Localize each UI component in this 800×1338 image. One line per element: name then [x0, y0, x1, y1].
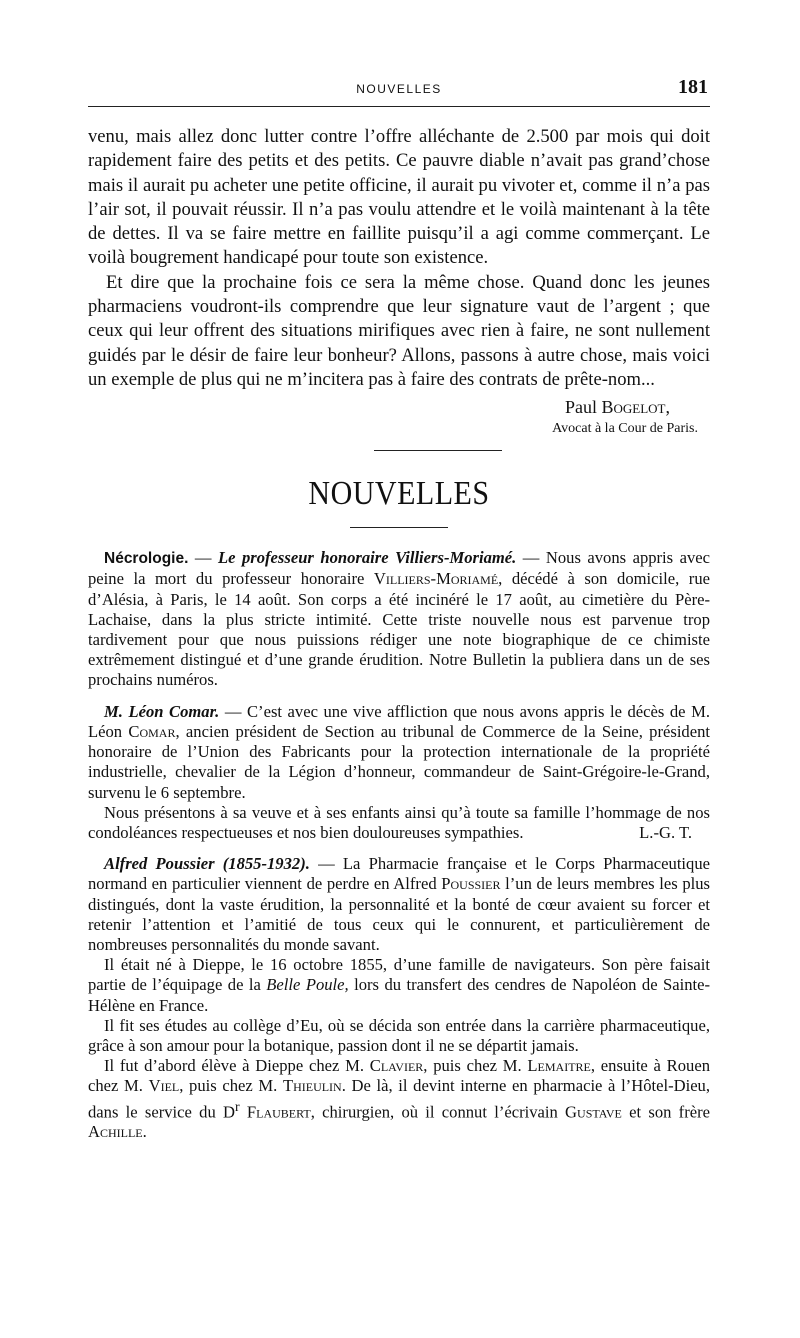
paragraph: [88, 955, 710, 1016]
text: l’un de leurs membres les plus distingués, dont la vaste érudition, la personnalité et la bonté de cœur avaient su forcer et retenir l’attention et l’amitié de tous ceux qui le connurent, et particulièrement de nombreuses personnalités du monde savant.: [88, 874, 710, 954]
news-section: [88, 548, 710, 1142]
text: et son frère: [621, 1102, 710, 1122]
person-name: Clavier: [369, 1056, 424, 1076]
running-header: [88, 70, 710, 110]
page: [88, 70, 710, 1142]
item-title: Alfred Poussier: [104, 854, 215, 874]
text: [240, 1102, 247, 1121]
paragraph: [88, 803, 710, 843]
paragraph: venu, mais allez donc lutter contre l’offre alléchante de 2.500 par mois qui doit rapidement faire des petits et des petits. Ce pauvre diable n’avait pas grand’chose mais il aurait pu acheter une petite officine, il aurait pu vivoter et, comme il n’a pas l’air sot, il pouvait réussir. Il n’a pas voulu attendre et le voilà maintenant à la tête de dettes. Il va se faire mettre en faillite puisqu’il a agi comme commerçant. Le voilà bougrement handicapé pour toute son existence.: [88, 126, 710, 269]
person-name: Comar: [128, 721, 176, 741]
text: — Nous avons appris avec peine la mort du professeur honoraire: [88, 548, 710, 589]
header-rule: [88, 106, 710, 107]
person-name: Gustave: [565, 1102, 622, 1122]
page-number: 181: [678, 76, 708, 98]
text: Il était né à Dieppe, le 16 octobre 1855, d’une famille de navigateurs. Son père faisait partie de l’équipage de la: [88, 955, 710, 995]
text: — La Pharmacie française et le Corps Pharmaceutique normand en particulier viennent de perdre en Alfred: [88, 854, 711, 894]
initials-signature: L.-G. T.: [639, 822, 692, 842]
section-heading: NOUVELLES: [308, 475, 490, 513]
news-item-comar: [88, 702, 710, 803]
person-name: Achille: [88, 1122, 143, 1142]
author-last-name: Bogelot,: [601, 397, 670, 418]
divider-rule: [374, 450, 502, 451]
running-title: NOUVELLES: [356, 82, 442, 96]
person-name: Thieulin: [282, 1076, 342, 1096]
news-item-poussier: [88, 854, 710, 955]
paragraph: Et dire que la prochaine fois ce sera la même chose. Quand donc les jeunes pharmaciens voudront-ils comprendre que leur signature vaut de l’argent ; que ceux qui leur offrent des situations mirifiques avec rien à faire, ne sont nullement guidés par le désir de faire leur bonheur? Allons, passons à autre chose, mais voici un exemple de plus qui ne m’incitera pas à faire des contrats de prête-nom...: [88, 271, 710, 390]
item-label: Nécrologie.: [104, 550, 189, 568]
text: Il fut d’abord élève à Dieppe chez M.: [104, 1056, 370, 1076]
person-name: Viel: [148, 1076, 180, 1096]
person-name: Flaubert: [246, 1102, 311, 1122]
author-signature: [88, 396, 710, 418]
text: .: [142, 1122, 147, 1142]
author-first-name: Paul: [564, 397, 597, 418]
item-title: Le professeur honoraire Villiers-Moriamé.: [217, 548, 517, 568]
text: , ensuite à Rouen chez M.: [88, 1056, 710, 1096]
paragraph: [88, 1056, 710, 1142]
text: , décédé à son domicile, rue d’Alésia, à Paris, le 14 août. Son corps a été incinéré le 17 août, au cimetière du Père-Lachaise, dans la plus stricte intimité. Cette triste nouvelle nous est parvenue trop tardivement pour que nous puissions rédiger une note biographique de ce chimiste extrêmement distingué et d’une grande érudition. Notre Bulletin la publiera dans un de ses prochains numéros.: [88, 569, 710, 690]
text: , puis chez M.: [423, 1056, 528, 1076]
item-dates: (1855-1932).: [222, 854, 310, 874]
item-title: M. Léon Comar.: [104, 701, 220, 721]
person-name: Lemaitre: [527, 1056, 591, 1076]
author-affiliation: Avocat à la Cour de Paris.: [552, 421, 698, 437]
text: Nous présentons à sa veuve et à ses enfants ainsi qu’à toute sa famille l’hommage de nos condoléances respectueuses et nos bien douloureuses sympathies.: [88, 802, 710, 842]
superscript: r: [235, 1098, 240, 1114]
dash: —: [188, 548, 218, 568]
text: . De là, il devint interne en pharmacie à l’Hôtel-Dieu, dans le service du D: [88, 1076, 711, 1122]
text: , puis chez M.: [179, 1076, 283, 1096]
text: , chirurgien, où il connut l’écrivain: [310, 1102, 566, 1122]
person-name: Poussier: [441, 874, 501, 894]
text: — C’est avec une vive affliction que nous avons appris le décès de M. Léon: [88, 701, 710, 741]
paragraph: Il fit ses études au collège d’Eu, où se décida son entrée dans la carrière pharmaceutique, grâce à son amour pour la botanique, passion dont il ne se départit jamais.: [88, 1015, 710, 1055]
news-item-necrology: [88, 548, 710, 690]
text: , ancien président de Section au tribunal de Commerce de la Seine, président honoraire de l’Union des Fabricants pour la protection internationale de la propriété industrielle, chevalier de la Légion d’honneur, commandeur de Saint-Grégoire-le-Grand, survenu le 6 septembre.: [88, 721, 711, 802]
divider-rule: [350, 527, 448, 528]
person-name: Villiers-Moriamé: [373, 569, 499, 589]
continued-article: [88, 125, 710, 451]
ship-name: Belle Poule,: [266, 975, 349, 995]
text: lors du transfert des cendres de Napoléon de Sainte-Hélène en France.: [88, 975, 711, 1015]
